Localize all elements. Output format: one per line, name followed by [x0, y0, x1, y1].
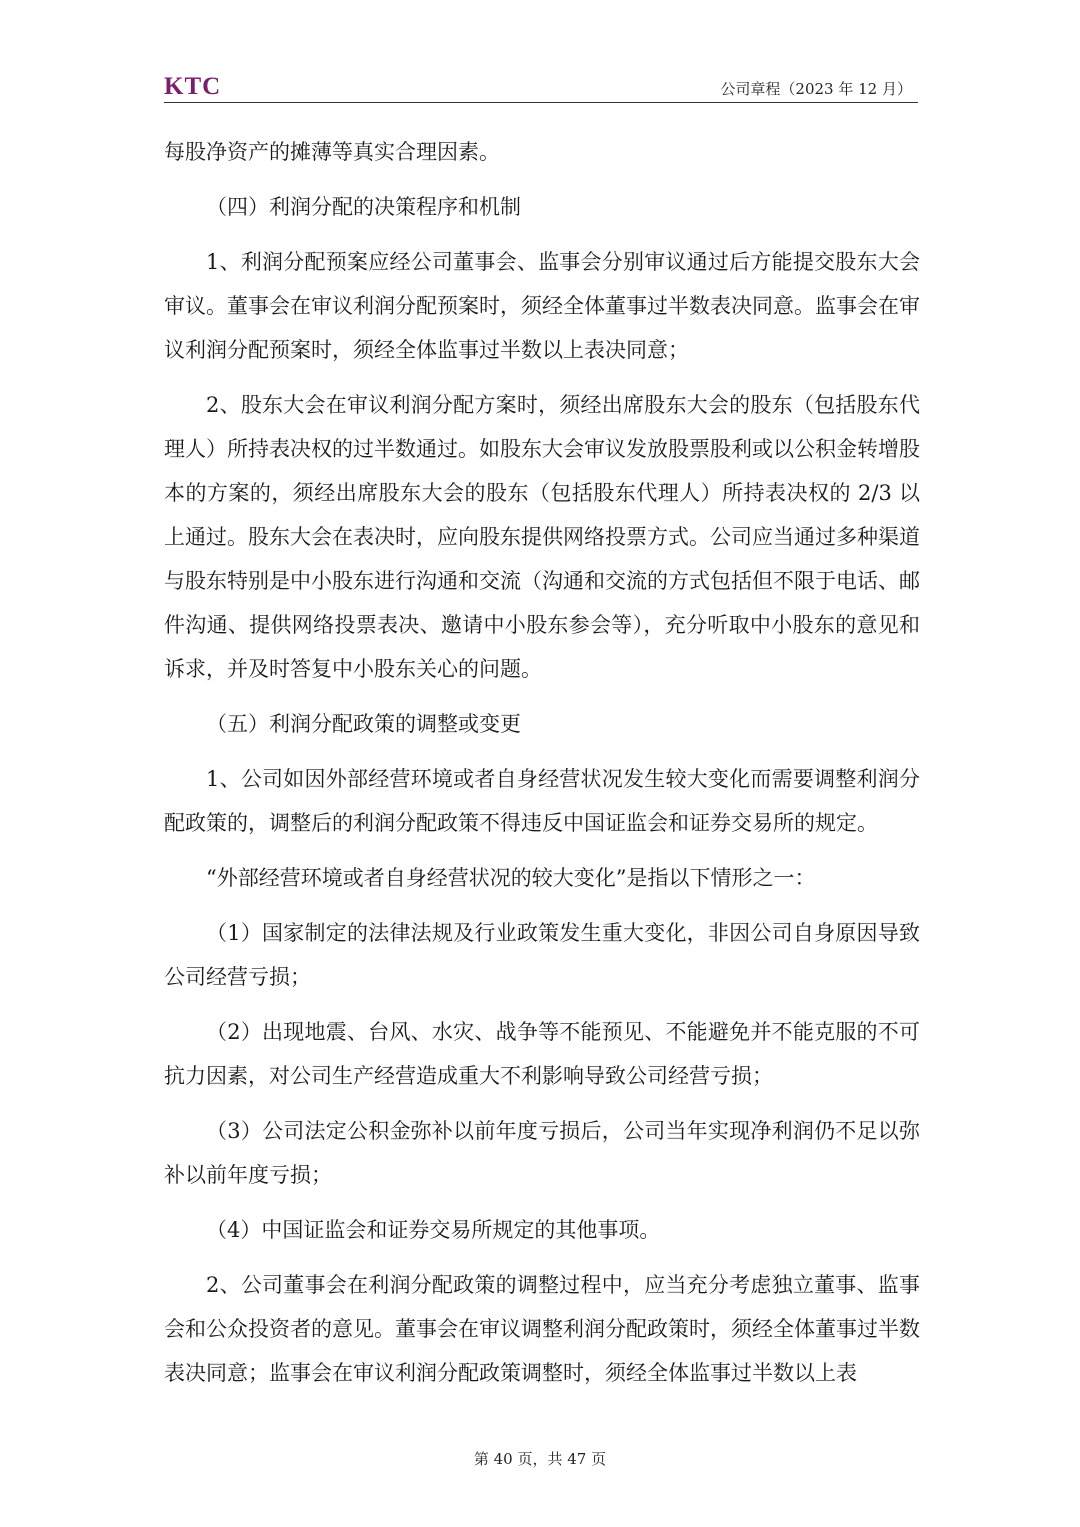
paragraph-item-2b: 2、公司董事会在利润分配政策的调整过程中，应当充分考虑独立董事、监事会和公众投资者的意见。董事会在审议调整利润分配政策时，须经全体董事过半数表决同意；监事会在审议利润分配政策调整时，须经全体监事过半数以上表	[164, 1273, 920, 1385]
list-item-2: （2）出现地震、台风、水灾、战争等不能预见、不能避免并不能克服的不可抗力因素，对公司生产经营造成重大不利影响导致公司经营亏损；	[164, 1020, 920, 1088]
document-body	[164, 130, 920, 1406]
section-heading-4: （四）利润分配的决策程序和机制	[206, 195, 521, 219]
page-header	[164, 70, 918, 103]
list-item-4: （4）中国证监会和证券交易所规定的其他事项。	[206, 1218, 661, 1242]
page-footer: 第 40 页，共 47 页	[473, 1450, 607, 1468]
section-heading-5: （五）利润分配政策的调整或变更	[206, 712, 521, 736]
company-logo: KTC	[164, 73, 222, 100]
paragraph-definition: “外部经营环境或者自身经营状况的较大变化”是指以下情形之一：	[206, 866, 816, 890]
header-title: 公司章程（2023 年 12 月）	[720, 80, 912, 98]
paragraph-item-2: 2、股东大会在审议利润分配方案时，须经出席股东大会的股东（包括股东代理人）所持表决权的过半数通过。如股东大会审议发放股票股利或以公积金转增股本的方案的，须经出席股东大会的股东（包括股东代理人）所持表决权的 2/3 以上通过。股东大会在表决时，应向股东提供网络投票方式。公司应当通过多种渠道与股东特别是中小股东进行沟通和交流（沟通和交流的方式包括但不限于电话、邮件沟通、提供网络投票表决、邀请中小股东参会等），充分听取中小股东的意见和诉求，并及时答复中小股东关心的问题。	[164, 393, 920, 681]
list-item-1: （1）国家制定的法律法规及行业政策发生重大变化，非因公司自身原因导致公司经营亏损；	[164, 921, 920, 989]
list-item-3: （3）公司法定公积金弥补以前年度亏损后，公司当年实现净利润仍不足以弥补以前年度亏损；	[164, 1119, 920, 1187]
paragraph-continuation: 每股净资产的摊薄等真实合理因素。	[164, 140, 500, 164]
paragraph-item-1b: 1、公司如因外部经营环境或者自身经营状况发生较大变化而需要调整利润分配政策的，调整后的利润分配政策不得违反中国证监会和证券交易所的规定。	[164, 767, 920, 835]
paragraph-item-1: 1、利润分配预案应经公司董事会、监事会分别审议通过后方能提交股东大会审议。董事会在审议利润分配预案时，须经全体董事过半数表决同意。监事会在审议利润分配预案时，须经全体监事过半数以上表决同意；	[164, 250, 920, 362]
